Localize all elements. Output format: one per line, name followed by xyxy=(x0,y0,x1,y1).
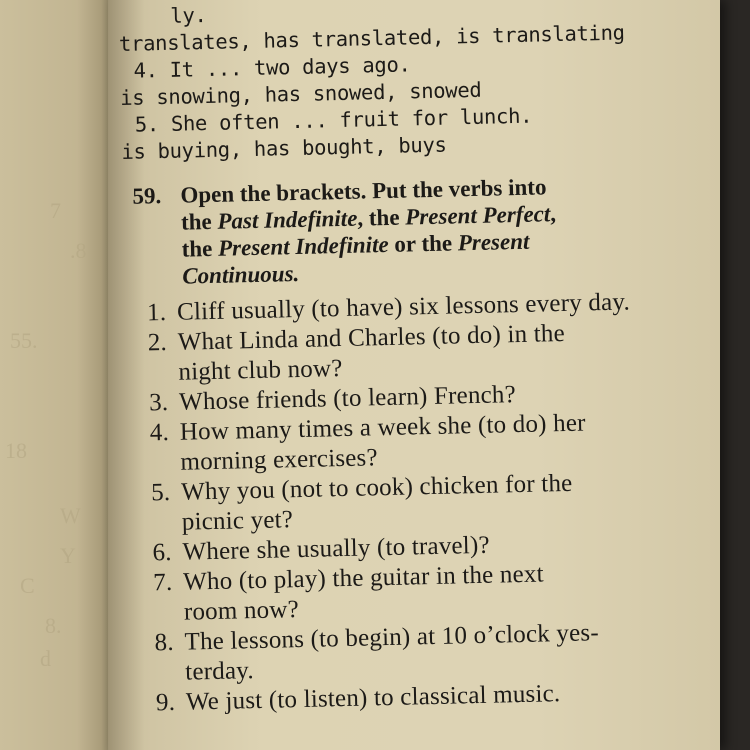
exercise-item xyxy=(148,321,566,356)
exercise-item-continuation xyxy=(180,445,378,475)
item-number: 2. xyxy=(147,328,168,357)
exercise-item-continuation xyxy=(178,356,343,386)
previous-exercise-line: is snowing, has snowed, snowed xyxy=(119,77,482,110)
item-text: room now? xyxy=(183,596,300,626)
item-text: Who (to play) the guitar in the next xyxy=(182,560,545,596)
exercise-item xyxy=(156,681,561,716)
item-number: 4. xyxy=(149,418,170,447)
bleed-through-fragment: 7 xyxy=(50,198,61,223)
exercise-number: 59. xyxy=(132,183,162,209)
bleed-through-fragment: d xyxy=(40,646,51,671)
instruction-line: Continuous. xyxy=(181,260,300,289)
item-text: night club now? xyxy=(178,355,343,386)
item-number: 8. xyxy=(154,628,175,657)
exercise-item-continuation xyxy=(184,597,300,626)
instruction-line: the Past Indefinite, the Present Perfect, xyxy=(180,201,557,235)
previous-exercise-line: ly. xyxy=(170,2,207,28)
page-text xyxy=(118,0,735,750)
bleed-through-fragment: 18 xyxy=(5,438,27,463)
item-number: 9. xyxy=(155,688,176,717)
item-text: terday. xyxy=(184,657,255,686)
exercise-item xyxy=(152,533,490,567)
instruction-line: the Present Indefinite or the Present xyxy=(181,228,530,262)
item-text: What Linda and Charles (to do) in the xyxy=(177,319,566,356)
bleed-through-fragment: Y xyxy=(60,543,76,568)
bleed-through-fragment: C xyxy=(20,573,35,598)
bleed-through-fragment: 8. xyxy=(45,613,62,638)
item-number: 1. xyxy=(146,298,167,327)
item-text: Cliff usually (to have) six lessons every day. xyxy=(176,288,631,326)
bleed-through-fragment: 55. xyxy=(10,328,38,353)
item-text: Whose friends (to learn) French? xyxy=(178,381,517,416)
bleed-through-fragment: W xyxy=(60,503,81,528)
item-number: 5. xyxy=(150,478,171,507)
left-page xyxy=(0,0,110,750)
exercise-item xyxy=(151,471,573,507)
item-text: How many times a week she (to do) her xyxy=(179,409,586,446)
item-number: 7. xyxy=(152,568,173,597)
exercise-item xyxy=(153,561,544,596)
previous-exercise-line: 4. It ... two days ago. xyxy=(133,52,411,83)
item-number: 3. xyxy=(148,388,169,417)
item-text: Where she usually (to travel)? xyxy=(182,531,491,566)
exercise-item-continuation xyxy=(182,507,294,536)
exercise-heading xyxy=(132,183,161,210)
previous-exercise-line: 5. She often ... fruit for lunch. xyxy=(134,103,533,137)
item-text: picnic yet? xyxy=(181,506,294,536)
item-text: morning exercises? xyxy=(180,444,379,476)
bleed-through-fragment: .8 xyxy=(70,238,87,263)
exercise-item xyxy=(150,411,586,447)
previous-exercise-line: is buying, has bought, buys xyxy=(121,132,447,164)
exercise-item-continuation xyxy=(185,658,254,686)
exercise-item xyxy=(149,382,516,416)
item-text: The lessons (to begin) at 10 o’clock yes- xyxy=(184,619,600,656)
item-text: We just (to listen) to classical music. xyxy=(185,680,561,716)
previous-exercise-line: translates, has translated, is translating xyxy=(118,20,625,56)
item-number: 6. xyxy=(152,538,173,567)
instruction-line: Open the brackets. Put the verbs into xyxy=(180,174,547,208)
exercise-item xyxy=(154,620,599,656)
item-text: Why you (not to cook) chicken for the xyxy=(180,469,573,506)
